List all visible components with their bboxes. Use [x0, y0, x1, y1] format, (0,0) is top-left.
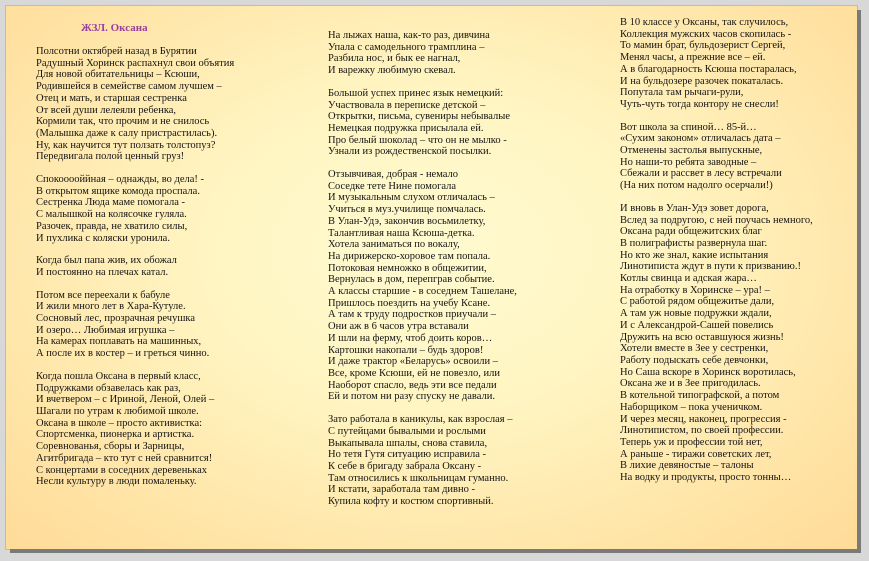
poem-line: На дирижерско-хоровое там попала.: [328, 250, 491, 262]
poem-line: Оксана ради общежитских благ: [620, 226, 762, 238]
poem-line: «Сухим законом» отличалась дата –: [620, 133, 781, 145]
poem-line: Соседке тете Нине помогала: [328, 180, 457, 192]
poem-line: Они аж в 6 часов утра вставали: [328, 321, 469, 333]
poem-line: То мамин брат, бульдозерист Сергей,: [620, 40, 786, 52]
poem-line: Линотипистом, по своей профессии.: [620, 425, 784, 437]
poem-line: Пришлось поездить на учебу Ксане.: [328, 297, 491, 309]
poem-line: Когда был папа жив, их обожал: [36, 255, 177, 267]
poem-line: В котельной типографской, а потом: [620, 390, 780, 402]
poem-line: Отзывчивая, добрая - немало: [328, 169, 459, 181]
poem-line: С концертами в соседних деревеньках: [36, 464, 207, 476]
poem-column-1: [36, 22, 321, 499]
poem-line: В лихие девяностые – талоны: [620, 460, 754, 472]
poem-line: Потоковая немножко в общежитии,: [328, 262, 487, 274]
poem-stanza: [36, 174, 321, 244]
poem-line: А классы старшие - в соседнем Ташелане,: [328, 286, 517, 298]
poem-line: Подружками обзавелась как раз,: [36, 382, 181, 394]
poem-line: Кормили так, что прочим и не снилось: [36, 116, 210, 128]
poem-stanza: [328, 30, 613, 77]
poem-line: И вновь в Улан-Удэ зовет дорога,: [620, 202, 769, 214]
poem-line: Котлы свинца и адская жара…: [620, 273, 757, 285]
poem-line: И жили много лет в Хара-Кутуле.: [36, 301, 186, 313]
poem-line: И музыкальным слухом отличалась –: [328, 192, 495, 204]
poem-line: Работу подыскать себе девчонки,: [620, 354, 769, 366]
poem-stanza: [36, 255, 321, 278]
poem-line: Дружить на всю оставшуюся жизнь!: [620, 331, 784, 343]
poem-line: Там относились к школьницам гуманно.: [328, 472, 509, 484]
poem-line: Отменены застолья выпускные,: [620, 145, 763, 157]
poem-line: И постоянно на плечах катал.: [36, 266, 169, 278]
poem-line: Картошки накопали – будь здоров!: [328, 344, 484, 356]
poem-line: И даже трактор «Беларусь» освоили –: [328, 356, 498, 368]
poem-line: Спортсменка, пионерка и артистка.: [36, 429, 195, 441]
poem-line: Попутала там рычаги-рули,: [620, 87, 744, 99]
poem-line: Наборщиком – пока ученичком.: [620, 401, 763, 413]
poem-stanza: [328, 414, 613, 508]
poem-line: Вернулась в дом, перепграв событие.: [328, 274, 495, 286]
poem-line: На отработку в Хоринске – ура! –: [620, 284, 770, 296]
poem-line: Купила кофту и костюм спортивный.: [328, 496, 494, 508]
poem-line: В 10 классе у Оксаны, так случилось,: [620, 17, 789, 28]
poem-line: Талантливая наша Ксюша-детка.: [328, 227, 475, 239]
poem-column-2: [328, 30, 613, 519]
poem-line: И варежку любимую скевал.: [328, 65, 456, 77]
poem-column-3: [620, 17, 857, 495]
poem-stanza: [620, 17, 857, 111]
poem-stanza: [36, 371, 321, 488]
poem-line: Оксана в школе – просто активистка:: [36, 417, 203, 429]
poem-line: С путейцами бывалыми и рослыми: [328, 425, 486, 437]
poem-line: И вчетвером – с Ириной, Леной, Олей –: [36, 394, 215, 406]
poem-line: Разочек, правда, не хватило силы,: [36, 220, 188, 232]
poem-line: Несли культуру в люди помаленьку.: [36, 476, 197, 488]
poem-line: Открытки, письма, сувениры небывалые: [328, 111, 511, 123]
poem-line: Полсотни октябрей назад в Бурятии: [36, 46, 197, 57]
poem-line: На лыжах наша, как-то раз, дивчина: [328, 30, 490, 41]
poem-line: Сестренка Люда маме помогала -: [36, 197, 186, 209]
poem-line: Но тетя Гутя ситуацию исправила -: [328, 449, 487, 461]
poem-line: Оксана же и в Зее пригодилась.: [620, 378, 761, 390]
poem-line: Радушный Хоринск распахнул свои объятия: [36, 57, 235, 69]
poem-line: Теперь уж и профессии той нет,: [620, 436, 763, 448]
poem-line: Узнали из рождественской посылки.: [328, 146, 492, 158]
poem-line: На водку и продукты, просто тонны…: [620, 472, 792, 484]
poem-line: И на бульдозере разочек покаталась.: [620, 75, 784, 87]
poem-line: Спокооооййная – однажды, во дела! -: [36, 174, 205, 186]
poem-line: На камерах поплавать на машинных,: [36, 336, 202, 348]
poem-line: Агитбригада – кто тут с ней сравнится!: [36, 452, 213, 464]
poem-line: А после их в костер – и греться чинно.: [36, 348, 210, 360]
poem-line: Потом все переехали к бабуле: [36, 289, 170, 301]
poem-line: Передвигала полой ценный груз!: [36, 151, 185, 163]
poem-line: Ей и потом ни разу спуску не давали.: [328, 391, 495, 403]
poem-line: Ну, как научится тут ползать толстопуз?: [36, 139, 216, 151]
poem-stanza: [620, 122, 857, 192]
poem-line: Немецкая подружка присылала ей.: [328, 122, 484, 134]
poem-stanza: [328, 88, 613, 158]
poem-line: И пухлика с коляски уронила.: [36, 232, 170, 244]
poem-line: А там уж новые подружки ждали,: [620, 308, 772, 320]
poem-page: [6, 6, 857, 549]
poem-line: И через месяц, наконец, прогрессия -: [620, 413, 787, 425]
poem-line: Но наши-то ребята заводные –: [620, 156, 757, 168]
poem-line: Родившейся в семействе самом лучшем –: [36, 81, 222, 93]
poem-line: Линотиписта ждут в пути к призванию.!: [620, 261, 801, 273]
poem-line: И с Александрой-Сашей повелись: [620, 319, 774, 331]
poem-line: Выкапывала шпалы, снова ставила,: [328, 437, 488, 449]
poem-stanza: [36, 290, 321, 360]
poem-line: Соревнованья, сборы и Зарницы,: [36, 441, 185, 453]
poem-line: Участвовала в переписке детской –: [328, 99, 486, 111]
poem-line: Упала с самодельного трамплина –: [328, 41, 485, 53]
poem-line: Отец и мать, и старшая сестренка: [36, 92, 187, 104]
poem-line: И шли на ферму, чтоб доить коров…: [328, 332, 493, 344]
poem-line: С малышкой на колясочке гуляла.: [36, 209, 187, 221]
poem-line: Чуть-чуть тогда контору не снесли!: [620, 98, 779, 110]
poem-line: Но кто же знал, какие испытания: [620, 249, 769, 261]
poem-line: Зато работала в каникулы, как взрослая –: [328, 414, 513, 426]
poem-line: (На них потом надолго осерчали!): [620, 180, 773, 192]
poem-line: От всей души лелеяли ребенка,: [36, 104, 177, 116]
poem-line: Учиться в муз.училище помчалась.: [328, 204, 486, 216]
poem-line: Сбежали и рассвет в лесу встречали: [620, 168, 782, 180]
poem-line: Большой успех принес язык немецкий:: [328, 87, 504, 99]
poem-line: Все, кроме Ксюши, ей не повезло, или: [328, 367, 500, 379]
poem-line: Шагали по утрам к любимой школе.: [36, 405, 199, 417]
poem-stanza: [328, 169, 613, 403]
poem-line: И кстати, заработала там дивно -: [328, 484, 475, 496]
poem-line: Коллекция мужских часов скопилась -: [620, 28, 792, 40]
poem-line: В открытом ящике комода проспала.: [36, 185, 200, 197]
poem-line: Когда пошла Оксана в первый класс,: [36, 370, 201, 382]
poem-line: Но Саша вскоре в Хоринск воротилась,: [620, 366, 796, 378]
poem-line: А в благодарность Ксюша постаралась,: [620, 63, 797, 75]
poem-line: К себе в бригаду забрала Оксану -: [328, 460, 482, 472]
poem-title: ЖЗЛ. Оксана: [81, 22, 148, 34]
poem-line: Наоборот спасло, ведь эти все педали: [328, 379, 497, 391]
poem-line: Для новой обитательницы – Ксюши,: [36, 69, 200, 81]
poem-line: Вот школа за спиной… 85-й…: [620, 121, 757, 133]
poem-line: С работой рядом общежитье дали,: [620, 296, 775, 308]
poem-line: А раньше - тиражи советских лет,: [620, 448, 772, 460]
poem-line: Вслед за подругою, с ней поучась немного,: [620, 214, 813, 226]
poem-line: (Малышка даже к салу пристрастилась).: [36, 127, 218, 139]
poem-line: А там к труду подростков приучали –: [328, 309, 497, 321]
poem-line: Сосновый лес, прозрачная речушка: [36, 313, 196, 325]
poem-line: В полиграфисты развернула шаг.: [620, 237, 768, 249]
poem-line: Хотела заниматься по вокалу,: [328, 239, 460, 251]
poem-stanza: [36, 46, 321, 163]
poem-line: Про белый шоколад – что он не мылко -: [328, 134, 507, 146]
poem-line: И озеро… Любимая игрушка –: [36, 324, 175, 336]
poem-line: Менял часы, а прежние все – ей.: [620, 52, 766, 64]
poem-line: Хотели вместе в Зее у сестренки,: [620, 343, 769, 355]
poem-line: В Улан-Удэ, закончив восьмилетку,: [328, 215, 486, 227]
poem-line: Разбила нос, и бык ее нагнал,: [328, 53, 461, 65]
poem-stanza: [620, 203, 857, 484]
